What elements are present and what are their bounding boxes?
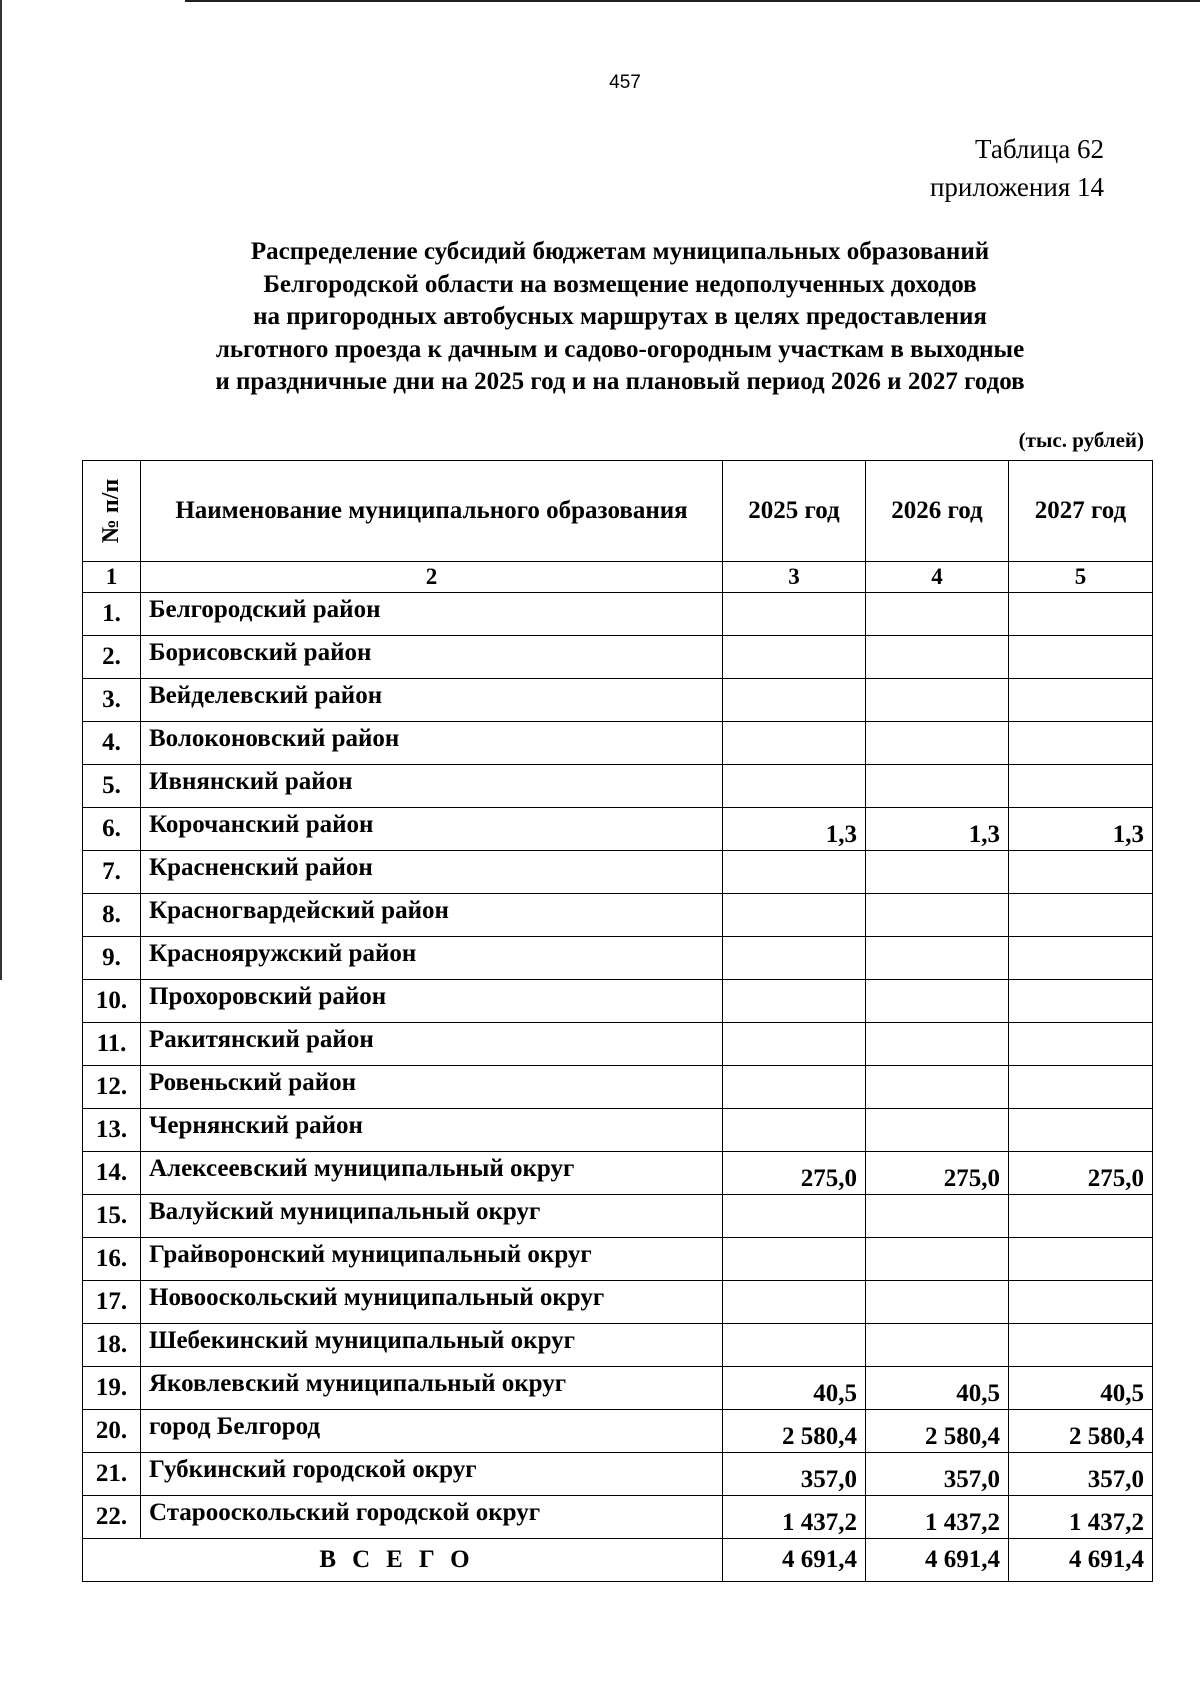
municipality-name: Новооскольский муниципальный округ <box>141 1281 723 1324</box>
value-2027: 2 580,4 <box>1009 1410 1153 1453</box>
row-number: 19. <box>83 1367 141 1410</box>
value-2026: 357,0 <box>866 1453 1009 1496</box>
value-2026 <box>866 1238 1009 1281</box>
municipality-name: Прохоровский район <box>141 980 723 1023</box>
row-number: 18. <box>83 1324 141 1367</box>
value-2025 <box>723 1238 866 1281</box>
value-2025: 1,3 <box>723 808 866 851</box>
municipality-name: Вейделевский район <box>141 679 723 722</box>
value-2026: 40,5 <box>866 1367 1009 1410</box>
row-number: 7. <box>83 851 141 894</box>
value-2025 <box>723 593 866 636</box>
value-2025 <box>723 851 866 894</box>
value-2026: 275,0 <box>866 1152 1009 1195</box>
value-2027 <box>1009 679 1153 722</box>
value-2027 <box>1009 1195 1153 1238</box>
municipality-name: Корочанский район <box>141 808 723 851</box>
value-2027: 40,5 <box>1009 1367 1153 1410</box>
annex-appendix-number: приложения 14 <box>929 172 1104 202</box>
municipality-name: Борисовский район <box>141 636 723 679</box>
header-name: Наименование муниципального образования <box>141 461 723 562</box>
column-number: 2 <box>141 562 723 593</box>
value-2025 <box>723 765 866 808</box>
left-scan-edge <box>0 0 2 980</box>
table-row <box>83 1023 1153 1066</box>
title-line: и праздничные дни на 2025 год и на плановый период 2026 и 2027 годов <box>215 368 1025 395</box>
value-2026 <box>866 1324 1009 1367</box>
value-2025 <box>723 1023 866 1066</box>
value-2025: 1 437,2 <box>723 1496 866 1539</box>
value-2025: 2 580,4 <box>723 1410 866 1453</box>
subsidy-table <box>82 460 1153 1582</box>
value-2027 <box>1009 1324 1153 1367</box>
total-2027: 4 691,4 <box>1009 1539 1153 1582</box>
value-2027: 357,0 <box>1009 1453 1153 1496</box>
total-row <box>83 1539 1153 1582</box>
table-row <box>83 1410 1153 1453</box>
header-num-label: № п/п <box>98 478 125 544</box>
row-number: 22. <box>83 1496 141 1539</box>
municipality-name: Ровеньский район <box>141 1066 723 1109</box>
table-row <box>83 1066 1153 1109</box>
table-row <box>83 1367 1153 1410</box>
table-row <box>83 851 1153 894</box>
annex-reference <box>930 130 1104 206</box>
total-2026: 4 691,4 <box>866 1539 1009 1582</box>
value-2027 <box>1009 851 1153 894</box>
total-2025: 4 691,4 <box>723 1539 866 1582</box>
value-2027 <box>1009 1023 1153 1066</box>
value-2027 <box>1009 722 1153 765</box>
value-2027 <box>1009 980 1153 1023</box>
table-row <box>83 808 1153 851</box>
table-row <box>83 679 1153 722</box>
municipality-name: Белгородский район <box>141 593 723 636</box>
row-number: 11. <box>83 1023 141 1066</box>
value-2026: 1 437,2 <box>866 1496 1009 1539</box>
value-2026 <box>866 1109 1009 1152</box>
value-2026 <box>866 636 1009 679</box>
value-2026 <box>866 593 1009 636</box>
municipality-name: Красногвардейский район <box>141 894 723 937</box>
municipality-name: Чернянский район <box>141 1109 723 1152</box>
column-number: 3 <box>723 562 866 593</box>
value-2026 <box>866 722 1009 765</box>
value-2025 <box>723 722 866 765</box>
value-2025 <box>723 636 866 679</box>
value-2026 <box>866 1281 1009 1324</box>
value-2025 <box>723 1324 866 1367</box>
column-number-row <box>83 562 1153 593</box>
value-2026 <box>866 937 1009 980</box>
column-number: 5 <box>1009 562 1153 593</box>
value-2026 <box>866 765 1009 808</box>
row-number: 13. <box>83 1109 141 1152</box>
row-number: 3. <box>83 679 141 722</box>
table-row <box>83 1453 1153 1496</box>
value-2025: 275,0 <box>723 1152 866 1195</box>
value-2027 <box>1009 636 1153 679</box>
table-row <box>83 1496 1153 1539</box>
page-number: 457 <box>609 72 641 93</box>
value-2026 <box>866 851 1009 894</box>
row-number: 21. <box>83 1453 141 1496</box>
total-label: ВСЕГО <box>83 1539 723 1582</box>
value-2026 <box>866 1023 1009 1066</box>
title-line: льготного проезда к дачным и садово-огородным участкам в выходные <box>215 335 1025 363</box>
municipality-name: Алексеевский муниципальный округ <box>141 1152 723 1195</box>
table-row <box>83 1109 1153 1152</box>
municipality-name: Старооскольский городской округ <box>141 1496 723 1539</box>
municipality-name: Красненский район <box>141 851 723 894</box>
value-2025 <box>723 679 866 722</box>
value-2025 <box>723 894 866 937</box>
value-2025 <box>723 937 866 980</box>
table-row <box>83 980 1153 1023</box>
row-number: 16. <box>83 1238 141 1281</box>
value-2026: 1,3 <box>866 808 1009 851</box>
table-row <box>83 1324 1153 1367</box>
column-number: 1 <box>83 562 141 593</box>
document-title <box>100 236 1140 399</box>
value-2027 <box>1009 894 1153 937</box>
value-2025: 40,5 <box>723 1367 866 1410</box>
title-line: на пригородных автобусных маршрутах в целях предоставления <box>253 303 987 330</box>
municipality-name: Ракитянский район <box>141 1023 723 1066</box>
value-2027 <box>1009 1109 1153 1152</box>
municipality-name: Валуйский муниципальный округ <box>141 1195 723 1238</box>
value-2025: 357,0 <box>723 1453 866 1496</box>
row-number: 20. <box>83 1410 141 1453</box>
value-2025 <box>723 1195 866 1238</box>
header-2027: 2027 год <box>1009 461 1153 562</box>
municipality-name: Волоконовский район <box>141 722 723 765</box>
title-line: Белгородской области на возмещение недополученных доходов <box>263 270 977 298</box>
table-row <box>83 1195 1153 1238</box>
value-2026 <box>866 894 1009 937</box>
value-2026: 2 580,4 <box>866 1410 1009 1453</box>
row-number: 2. <box>83 636 141 679</box>
row-number: 17. <box>83 1281 141 1324</box>
row-number: 10. <box>83 980 141 1023</box>
value-2027: 1 437,2 <box>1009 1496 1153 1539</box>
table-row <box>83 593 1153 636</box>
value-2026 <box>866 1195 1009 1238</box>
municipality-name: Краснояружский район <box>141 937 723 980</box>
row-number: 1. <box>83 593 141 636</box>
header-2025: 2025 год <box>723 461 866 562</box>
table-row <box>83 722 1153 765</box>
table-row <box>83 1152 1153 1195</box>
municipality-name: Яковлевский муниципальный округ <box>141 1367 723 1410</box>
row-number: 12. <box>83 1066 141 1109</box>
header-num <box>83 461 141 562</box>
value-2027 <box>1009 937 1153 980</box>
value-2026 <box>866 1066 1009 1109</box>
value-2025 <box>723 1109 866 1152</box>
value-2025 <box>723 1066 866 1109</box>
value-2027 <box>1009 1281 1153 1324</box>
row-number: 15. <box>83 1195 141 1238</box>
row-number: 8. <box>83 894 141 937</box>
value-2027 <box>1009 593 1153 636</box>
title-line: Распределение субсидий бюджетам муниципальных образований <box>250 238 990 265</box>
municipality-name: Ивнянский район <box>141 765 723 808</box>
table-row <box>83 937 1153 980</box>
municipality-name: Шебекинский муниципальный округ <box>141 1324 723 1367</box>
municipality-name: Губкинский городской округ <box>141 1453 723 1496</box>
top-scan-rule <box>185 0 1200 2</box>
table-header-row <box>83 461 1153 562</box>
municipality-name: город Белгород <box>141 1410 723 1453</box>
municipality-name: Грайворонский муниципальный округ <box>141 1238 723 1281</box>
table-row <box>83 1238 1153 1281</box>
row-number: 6. <box>83 808 141 851</box>
value-2025 <box>723 1281 866 1324</box>
header-2026: 2026 год <box>866 461 1009 562</box>
row-number: 14. <box>83 1152 141 1195</box>
table-row <box>83 1281 1153 1324</box>
annex-table-number: Таблица 62 <box>975 134 1104 164</box>
value-2026 <box>866 980 1009 1023</box>
row-number: 9. <box>83 937 141 980</box>
column-number: 4 <box>866 562 1009 593</box>
row-number: 4. <box>83 722 141 765</box>
value-2027 <box>1009 1066 1153 1109</box>
value-2027 <box>1009 765 1153 808</box>
units-label: (тыс. рублей) <box>1018 428 1144 452</box>
table-row <box>83 894 1153 937</box>
table-row <box>83 765 1153 808</box>
value-2027: 275,0 <box>1009 1152 1153 1195</box>
row-number: 5. <box>83 765 141 808</box>
value-2025 <box>723 980 866 1023</box>
value-2027: 1,3 <box>1009 808 1153 851</box>
value-2027 <box>1009 1238 1153 1281</box>
value-2026 <box>866 679 1009 722</box>
table-row <box>83 636 1153 679</box>
